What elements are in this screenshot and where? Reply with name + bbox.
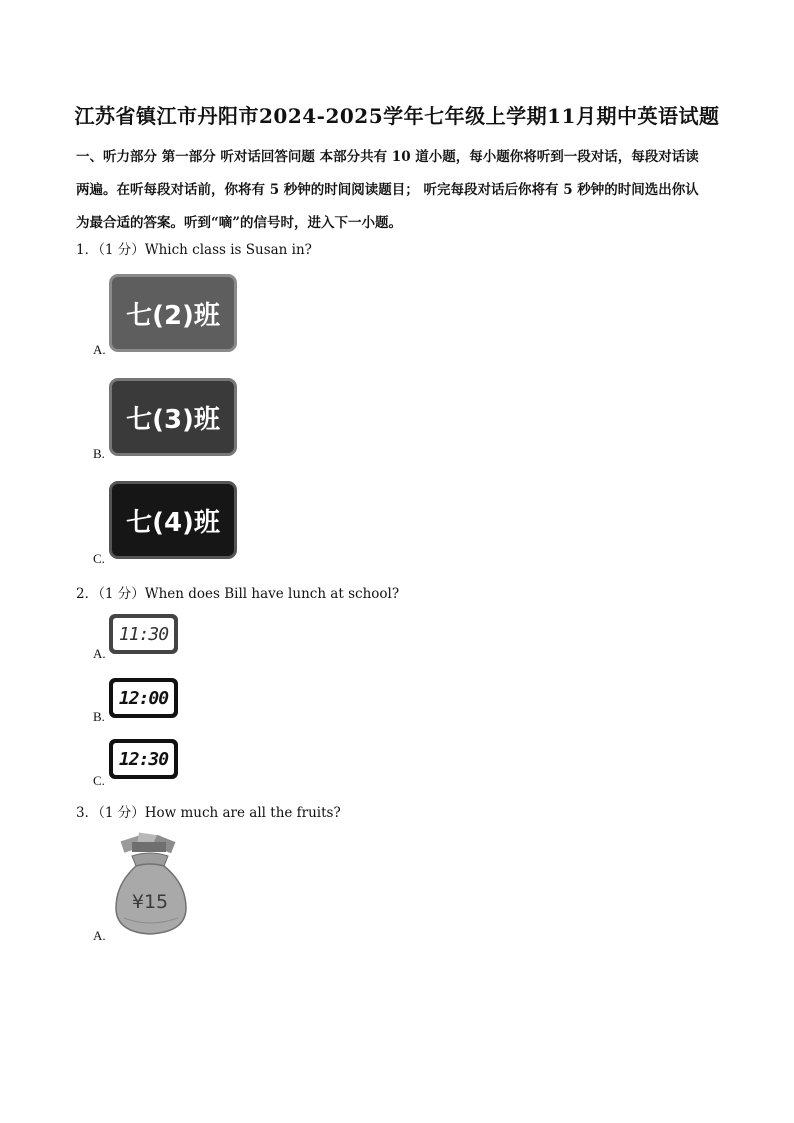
instruction-line: 两遍。在听每段对话前，你将有 5 秒钟的时间阅读题目； 听完每段对话后你将有 5 秒钟的时间选出你认 — [76, 182, 699, 198]
class-sign-image[interactable] — [109, 378, 237, 456]
class-sign-image[interactable] — [109, 274, 237, 352]
class-sign-text: 七(3)班 — [126, 404, 220, 435]
digital-clock-image[interactable] — [109, 614, 178, 654]
class-sign-text: 七(4)班 — [126, 507, 220, 538]
instruction-line: 为最合适的答案。听到“嘀”的信号时，进入下一小题。 — [76, 215, 403, 231]
option-letter: B. — [93, 446, 105, 461]
option-letter: B. — [93, 709, 105, 724]
page-title: 江苏省镇江市丹阳市2024-2025学年七年级上学期11月期中英语试题 — [74, 104, 720, 128]
class-sign-text: 七(2)班 — [126, 300, 220, 331]
money-bag-image[interactable] — [108, 832, 192, 938]
question-2-label: 2．（1 分）When does Bill have lunch at school? — [76, 586, 400, 602]
class-sign-image[interactable] — [109, 481, 237, 559]
option-letter: A. — [93, 342, 106, 357]
listening-instructions — [76, 141, 726, 240]
option-letter: A. — [93, 646, 106, 661]
clock-display: 12:30 — [113, 743, 174, 775]
digital-clock-image[interactable] — [109, 739, 178, 779]
option-letter: C. — [93, 773, 105, 788]
price-label: ¥15 — [131, 891, 169, 913]
option-letter: A. — [93, 928, 106, 943]
instruction-line: 一、听力部分 第一部分 听对话回答问题 本部分共有 10 道小题，每小题你将听到一段对话，每段对话读 — [76, 149, 699, 165]
clock-display: 11:30 — [113, 618, 174, 650]
digital-clock-image[interactable] — [109, 678, 178, 718]
option-letter: C. — [93, 551, 105, 566]
banknotes-icon — [121, 833, 176, 854]
question-1-label: 1．（1 分）Which class is Susan in? — [76, 242, 312, 258]
clock-display: 12:00 — [113, 682, 174, 714]
question-3-label: 3．（1 分）How much are all the fruits? — [76, 805, 341, 821]
